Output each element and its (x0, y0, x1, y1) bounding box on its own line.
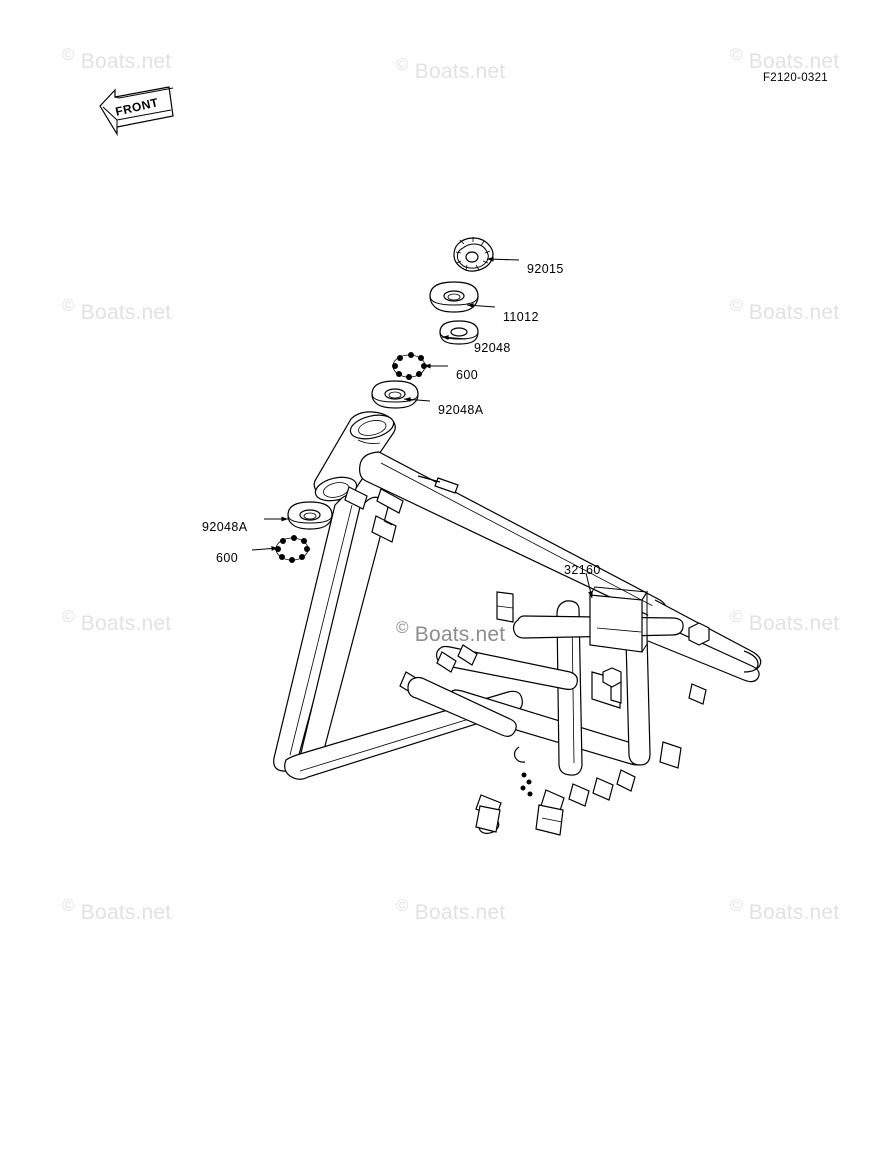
callout-label: 600 (216, 551, 239, 565)
watermark-text: Boats.net (408, 623, 506, 646)
watermark-copyright-symbol: © (62, 296, 75, 315)
callout-label: 92048 (474, 341, 511, 355)
watermark-text: Boats.net (408, 901, 506, 924)
watermark-text: Boats.net (742, 50, 840, 73)
watermark-copyright-symbol: © (396, 55, 409, 74)
watermark-copyright-symbol: © (730, 45, 743, 64)
callout-label: 11012 (503, 310, 539, 324)
callout-arrowhead (281, 517, 288, 522)
front-badge-label: FRONT (113, 95, 160, 119)
part-11012 (430, 282, 478, 312)
diagram-code: F2120-0321 (762, 72, 828, 84)
callout-label: 92015 (527, 262, 564, 276)
watermark-text: Boats.net (74, 301, 172, 324)
watermark-text: Boats.net (742, 901, 840, 924)
watermark-copyright-symbol: © (730, 296, 743, 315)
callout-label: 600 (456, 368, 479, 382)
callout-label: 32160 (564, 563, 601, 577)
watermark-copyright-symbol: © (62, 607, 75, 626)
watermark-text: Boats.net (742, 301, 840, 324)
watermark-text: Boats.net (408, 60, 506, 83)
watermark-text: Boats.net (74, 612, 172, 635)
watermark-copyright-symbol: © (62, 896, 75, 915)
watermark-text: Boats.net (74, 901, 172, 924)
part-92048A-lower (288, 502, 332, 529)
callout-label: 92048A (202, 520, 248, 534)
part-600-lower (275, 535, 310, 563)
watermark-copyright-symbol: © (396, 618, 409, 637)
watermark-text: Boats.net (74, 50, 172, 73)
part-32160-frame (274, 411, 761, 835)
part-92048 (440, 321, 478, 344)
watermark-copyright-symbol: © (62, 45, 75, 64)
part-92048A-upper (372, 381, 418, 408)
watermark-copyright-symbol: © (730, 607, 743, 626)
watermark-text: Boats.net (742, 612, 840, 635)
part-600-upper (392, 352, 427, 380)
watermark-copyright-symbol: © (396, 896, 409, 915)
part-92015 (454, 237, 493, 271)
callout-label: 92048A (438, 403, 484, 417)
watermark-copyright-symbol: © (730, 896, 743, 915)
